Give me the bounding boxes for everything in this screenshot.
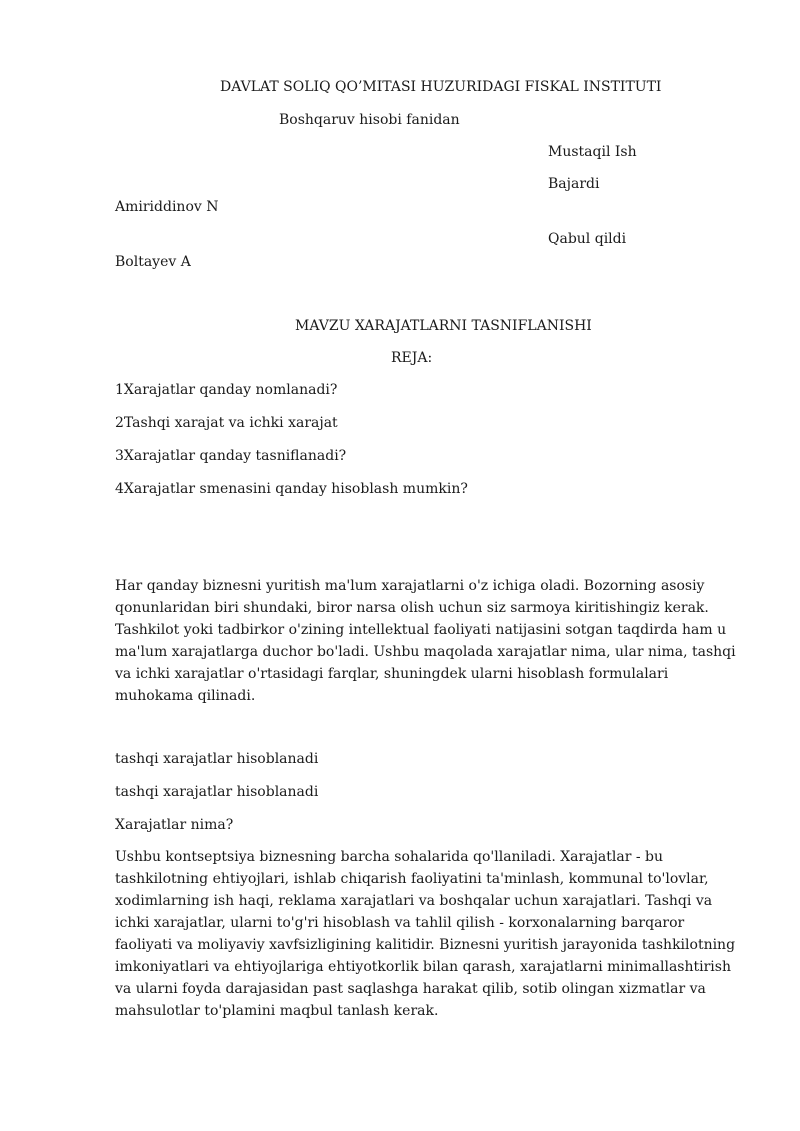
plan-item-1: 1Xarajatlar qanday nomlanadi? bbox=[115, 382, 338, 398]
accepted-by: Boltayev A bbox=[115, 254, 191, 270]
work-type: Mustaqil Ish bbox=[548, 144, 637, 160]
body-line-2: tashqi xarajatlar hisoblanadi bbox=[115, 784, 319, 800]
performed-label: Bajardi bbox=[548, 176, 600, 192]
plan-item-4: 4Xarajatlar smenasini qanday hisoblash mumkin? bbox=[115, 481, 468, 497]
subject-line: Boshqaruv hisobi fanidan bbox=[279, 112, 460, 128]
institution-title: DAVLAT SOLIQ QO’MITASI HUZURIDAGI FISKAL INSTITUTI bbox=[220, 79, 662, 95]
topic-title: MAVZU XARAJATLARNI TASNIFLANISHI bbox=[295, 318, 592, 334]
body-line-1: tashqi xarajatlar hisoblanadi bbox=[115, 751, 319, 767]
accepted-label: Qabul qildi bbox=[548, 231, 627, 247]
explanation-paragraph: Ushbu kontseptsiya biznesning barcha sohalarida qo'llaniladi. Xarajatlar - bu tashkilotning ehtiyojlari, ishlab chiqarish faoliyatini ta'minlash, kommunal to'lovlar, xodimlarning ish haqi, reklama xarajatlari va boshqalar uchun xarajatlari. Tashqi va ichki xarajatlar, ularni to'g'ri hisoblash va tahlil qilish - korxonalarning barqaror faoliyati va moliyaviy xavfsizligining kalitidir. Biznesni yuritish jarayonida tashkilotning imkoniyatlari va ehtiyojlariga ehtiyotkorlik bilan qarash, xarajatlarni minimallashtirish va ularni foyda darajasidan past saqlashga harakat qilib, sotib olingan xizmatlar va mahsulotlar to'plamini maqbul tanlash kerak. bbox=[115, 849, 736, 1019]
plan-item-3: 3Xarajatlar qanday tasniflanadi? bbox=[115, 448, 347, 464]
intro-paragraph: Har qanday biznesni yuritish ma'lum xarajatlarni o'z ichiga oladi. Bozorning asosiy qonunlaridan biri shundaki, biror narsa olish uchun siz sarmoya kiritishingiz kerak. Tashkilot yoki tadbirkor o'zining intellektual faoliyati natijasini sotgan taqdirda ham u ma'lum xarajatlarga duchor bo'ladi. Ushbu maqolada xarajatlar nima, ular nima, tashqi va ichki xarajatlar o'rtasidagi farqlar, shuningdek ularni hisoblash formulalari muhokama qilinadi. bbox=[115, 578, 736, 704]
plan-heading: REJA: bbox=[391, 350, 433, 366]
section-question: Xarajatlar nima? bbox=[115, 817, 234, 833]
plan-item-2: 2Tashqi xarajat va ichki xarajat bbox=[115, 415, 338, 431]
performed-by: Amiriddinov N bbox=[115, 199, 219, 215]
